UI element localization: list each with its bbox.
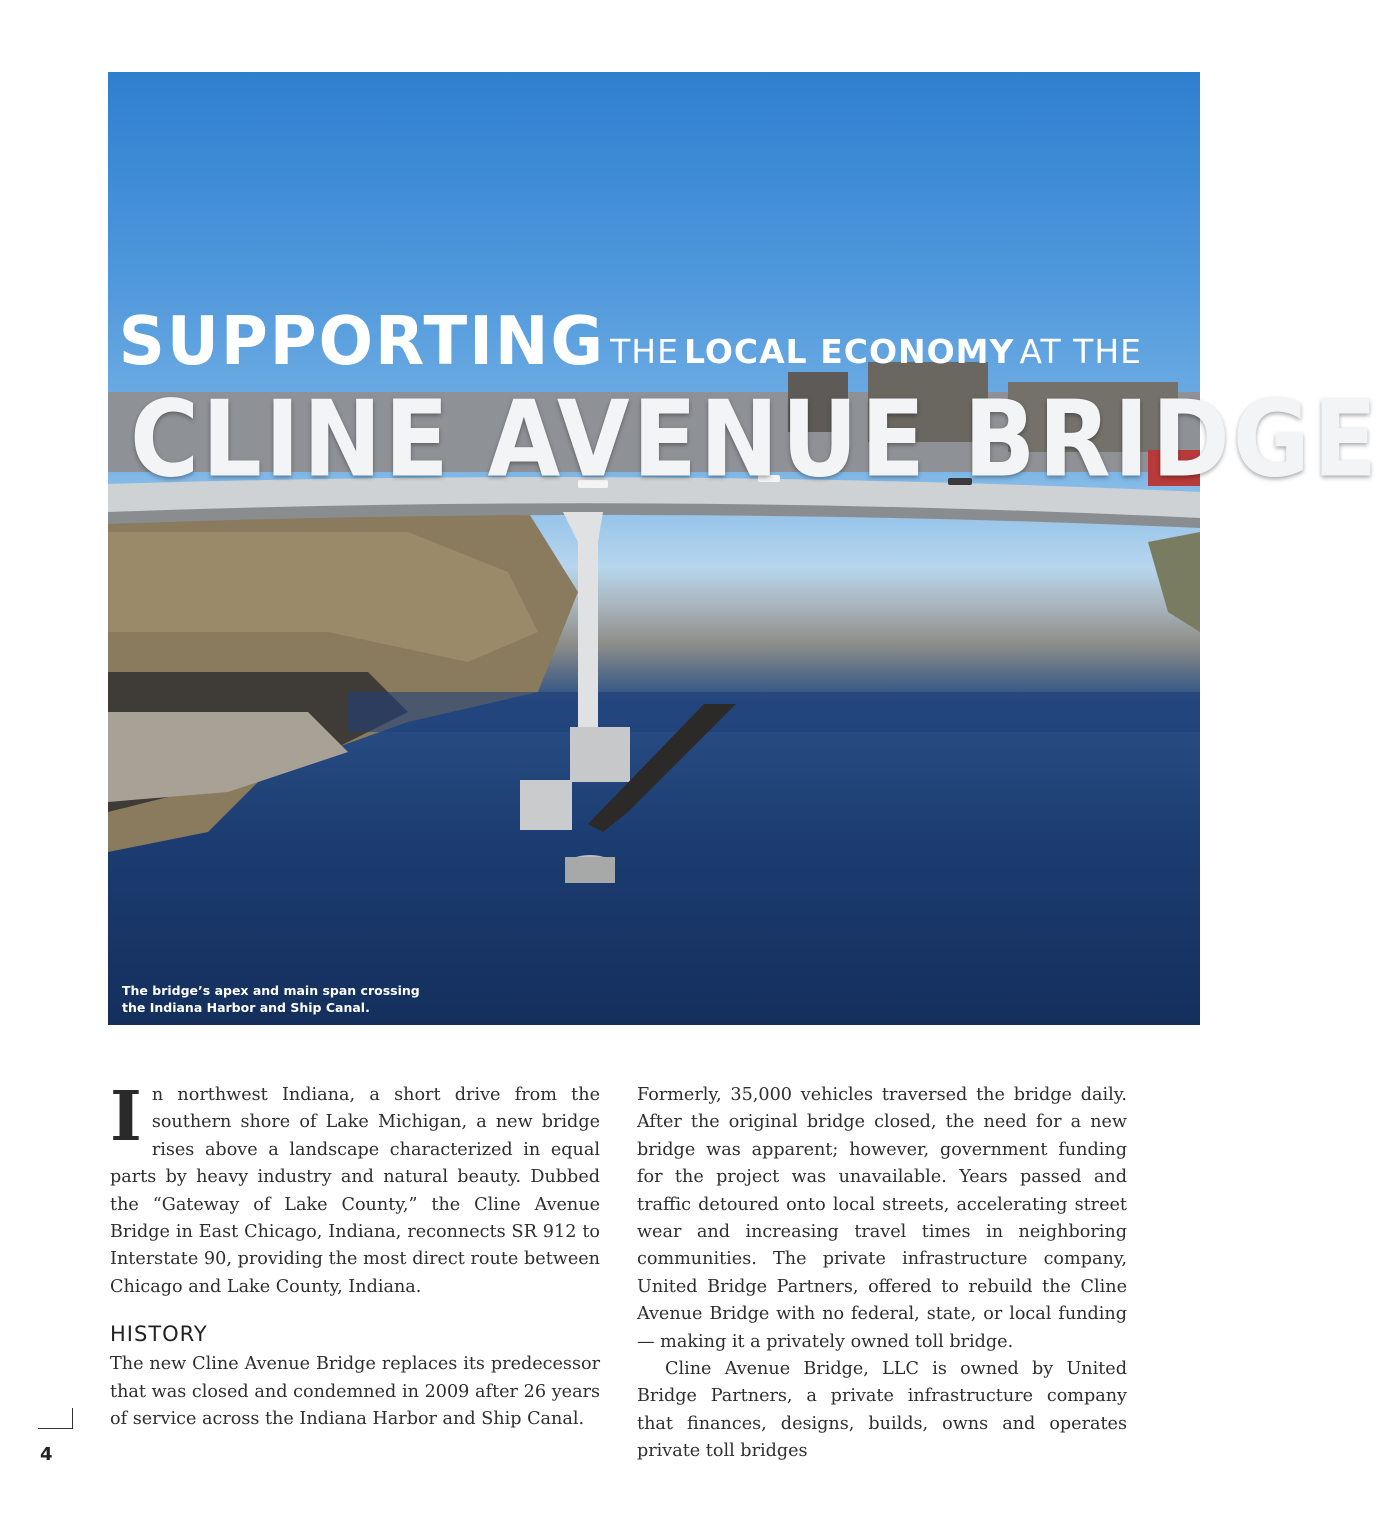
pier-footing [520,780,572,830]
intro-text: n northwest Indiana, a short drive from the southern shore of Lake Michigan, a new bridge rises above a landscape characterized in equal parts by heavy industry and natural beauty. Dubbed the “Gateway of Lake County,” the Cline Avenue Bridge in East Chicago, Indiana, reconnects SR 912 to Interstate 90, providing the most direct route between Chicago and Lake County, Indiana. [110,1085,600,1297]
page-number: 4 [40,1444,53,1465]
title-main: CLINE AVENUE BRIDGE [130,379,1380,502]
bridge-scene [108,72,1200,1025]
photo-caption [122,982,442,1016]
title-line-1 [118,303,1142,381]
dolphin-cylinder [565,857,615,883]
caption-line-1: The bridge’s apex and main span crossing [122,983,420,998]
intro-paragraph [110,1077,600,1301]
gravel-light [108,712,348,802]
section-heading-history: HISTORY [110,1322,208,1347]
bridge-shadow [348,692,1200,732]
column-2-paragraph-1: Formerly, 35,000 vehicles traversed the bridge daily. After the original bridge closed, the need for a new bridge was apparent; however, government funding for the project was unavailable. Years passed and traffic detoured onto local streets, accelerating street wear and increasing travel times in neighboring communities. The private infrastructure company, United Bridge Partners, offered to rebuild the Cline Avenue Bridge with no federal, state, or local funding — making it a privately owned toll bridge. [637,1085,1127,1352]
right-shore [1148,532,1200,632]
drop-cap: I [110,1077,142,1157]
title-the: THE [610,332,679,371]
title-at-the: AT THE [1019,332,1142,371]
column-2-paragraph-2: Cline Avenue Bridge, LLC is owned by United Bridge Partners, a private infrastructure company that finances, designs, builds, owns and operates private toll bridges [637,1359,1127,1462]
hero-photo [108,72,1380,1025]
article-column-2 [637,1082,1127,1466]
title-supporting: SUPPORTING [118,303,605,381]
caption-line-2: the Indiana Harbor and Ship Canal. [122,1000,370,1015]
pier-footing [570,727,630,782]
divider-horizontal [38,1428,73,1429]
history-paragraph: The new Cline Avenue Bridge replaces its predecessor that was closed and condemned in 2009 after 26 years of service across the Indiana Harbor and Ship Canal. [110,1354,600,1430]
article-column-1 [110,1077,600,1433]
divider-vertical [72,1408,73,1428]
title-local-economy: LOCAL ECONOMY [684,332,1015,371]
